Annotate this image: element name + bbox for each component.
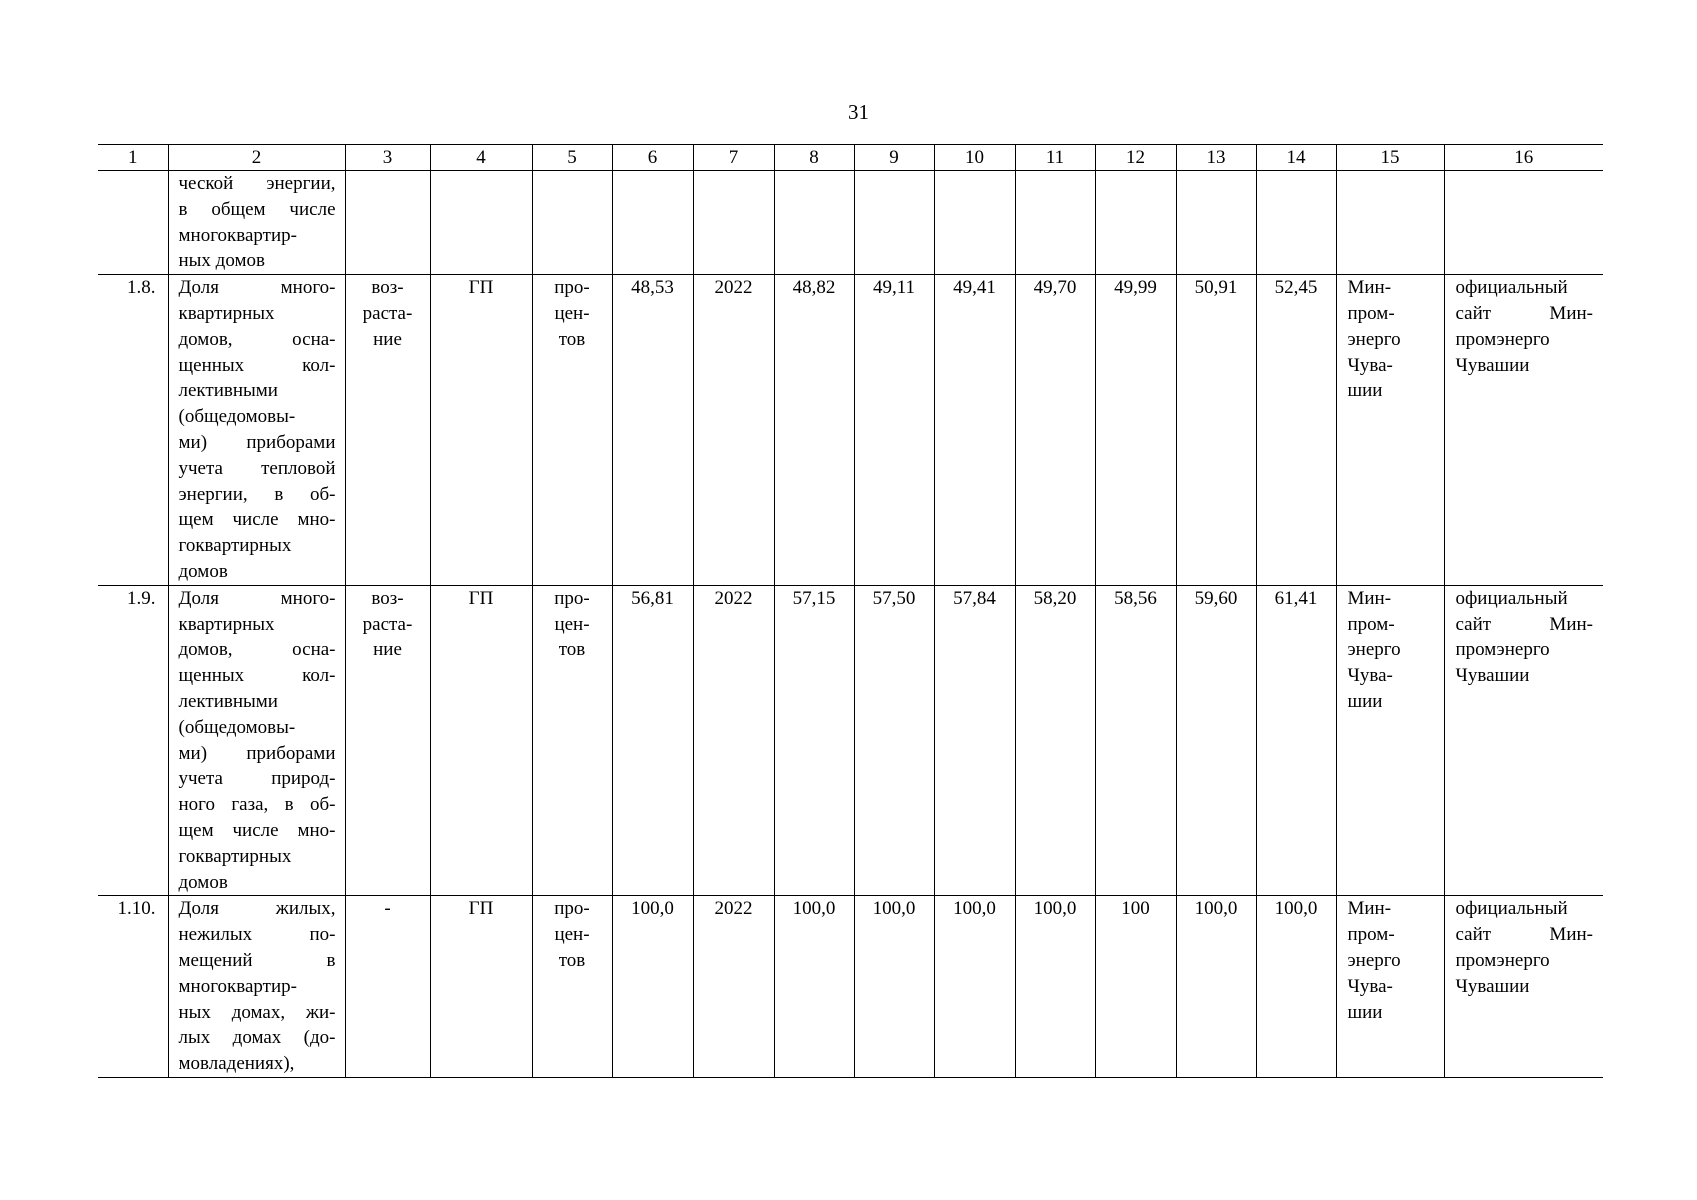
header-cell: 2 [168,145,345,171]
target-value [1256,171,1336,275]
indicator-name [168,896,345,1078]
row-number [98,171,168,275]
program: ГП [430,896,532,1078]
indicator-line: домов [178,871,228,893]
org-line: пром- [1347,613,1395,635]
target-value: 100,0 [1256,896,1336,1078]
target-value: 59,60 [1176,585,1256,896]
indicator-line: ми) приборами [178,431,336,453]
header-cell: 3 [345,145,430,171]
indicator-line: щем числе мно- [178,509,336,531]
org-line: шии [1347,690,1383,712]
target-value: 49,70 [1015,275,1095,586]
indicator-line: нежилых по- [178,924,336,946]
data-source [1444,896,1603,1078]
indicator-line: в общем числе [178,198,336,220]
indicator-line: лективными [178,690,278,712]
org-line: Чува- [1347,665,1393,687]
base-year [693,171,774,275]
indicator-line: мещений в [178,949,336,971]
indicator-line: лых домах (до- [178,1027,336,1049]
indicator-line: домов, осна- [178,639,336,661]
indicator-line: Доля много- [178,277,336,299]
target-value: 58,56 [1095,585,1176,896]
source-line: Чувашии [1455,665,1530,687]
indicator-line: Доля много- [178,587,336,609]
table-row [98,896,1603,1078]
program: ГП [430,585,532,896]
unit [532,896,612,1078]
base-year: 2022 [693,275,774,586]
indicator-line: домов, осна- [178,328,336,350]
trend [345,585,430,896]
program: ГП [430,275,532,586]
org-line: шии [1347,1001,1383,1023]
target-value: 100 [1095,896,1176,1078]
trend [345,171,430,275]
source-line: Чувашии [1455,975,1530,997]
target-value: 61,41 [1256,585,1336,896]
unit [532,275,612,586]
page-number: 31 [848,100,869,124]
unit-line: тов [558,328,586,350]
trend-line: воз- [371,587,404,609]
indicator-line: ных домах, жи- [178,1001,336,1023]
org-line: Чува- [1347,975,1393,997]
org-line: Мин- [1347,898,1392,920]
target-value: 52,45 [1256,275,1336,586]
indicator-line: щенных кол- [178,665,336,687]
indicator-name [168,275,345,586]
row-number: 1.8. [98,275,168,586]
target-value: 49,99 [1095,275,1176,586]
org-line: энерго [1347,328,1401,350]
org-line: пром- [1347,924,1395,946]
indicator-line: учета тепловой [178,457,336,479]
indicator-line: щем числе мно- [178,819,336,841]
trend-line: воз- [371,277,404,299]
target-value: 57,50 [854,585,934,896]
indicator-line: Доля жилых, [178,898,336,920]
source-line: сайт Мин- [1455,613,1593,635]
indicator-line: щенных кол- [178,354,336,376]
indicator-line: ческой энергии, [178,173,336,194]
unit-line: про- [554,898,590,920]
unit [532,585,612,896]
indicator-line: многоквартир- [178,224,297,246]
org-line: пром- [1347,302,1395,324]
org-line: Мин- [1347,587,1392,609]
unit-line: тов [558,949,586,971]
source-line: Чувашии [1455,354,1530,376]
trend-line: раста- [362,302,413,324]
indicator-line: ного газа, в об- [178,794,336,816]
target-value: 100,0 [934,896,1015,1078]
indicator-line: ных домов [178,250,265,272]
unit-line: цен- [554,302,590,324]
base-year: 2022 [693,896,774,1078]
header-cell: 16 [1444,145,1603,171]
indicator-line: гоквартирных [178,845,292,867]
data-source [1444,171,1603,275]
trend-line: - [384,898,391,920]
responsible-org [1336,275,1444,586]
source-line: официальный [1455,898,1568,920]
target-value: 49,41 [934,275,1015,586]
trend-line: ние [373,328,402,350]
unit-line: про- [554,587,590,609]
program [430,171,532,275]
source-line: сайт Мин- [1455,924,1593,946]
indicator-line: квартирных [178,302,275,324]
unit [532,171,612,275]
header-cell: 14 [1256,145,1336,171]
indicator-line: учета природ- [178,768,336,790]
indicator-name [168,585,345,896]
row-number: 1.10. [98,896,168,1078]
org-line: Чува- [1347,354,1393,376]
header-cell: 8 [774,145,854,171]
target-value [1015,171,1095,275]
target-value: 48,82 [774,275,854,586]
trend-line: раста- [362,613,413,635]
trend [345,896,430,1078]
target-value: 100,0 [1015,896,1095,1078]
target-value: 58,20 [1015,585,1095,896]
header-cell: 9 [854,145,934,171]
source-line: официальный [1455,277,1568,299]
base-value [612,171,693,275]
target-value [1176,171,1256,275]
source-line: официальный [1455,587,1568,609]
table-row [98,171,1603,275]
header-cell: 15 [1336,145,1444,171]
indicator-line: гоквартирных [178,535,292,557]
indicator-line: энергии, в об- [178,483,336,505]
header-cell: 1 [98,145,168,171]
table-header-row [98,145,1603,171]
indicator-line: (общедомовы- [178,716,296,738]
target-value: 50,91 [1176,275,1256,586]
target-value: 49,11 [854,275,934,586]
indicator-line: (общедомовы- [178,406,296,428]
target-value: 57,15 [774,585,854,896]
indicator-line: мовладениях), [178,1053,295,1075]
target-value: 100,0 [1176,896,1256,1078]
unit-line: про- [554,277,590,299]
header-cell: 10 [934,145,1015,171]
header-cell: 6 [612,145,693,171]
row-number: 1.9. [98,585,168,896]
indicator-line: многоквартир- [178,975,297,997]
base-value: 48,53 [612,275,693,586]
header-cell: 13 [1176,145,1256,171]
table-row [98,275,1603,586]
unit-line: цен- [554,613,590,635]
data-source [1444,585,1603,896]
source-line: промэнерго [1455,639,1550,661]
source-line: промэнерго [1455,949,1550,971]
unit-line: цен- [554,924,590,946]
indicator-line: домов [178,560,228,582]
target-value: 57,84 [934,585,1015,896]
target-value [934,171,1015,275]
responsible-org [1336,585,1444,896]
source-line: промэнерго [1455,328,1550,350]
target-value [774,171,854,275]
org-line: энерго [1347,949,1401,971]
target-value: 100,0 [774,896,854,1078]
data-source [1444,275,1603,586]
trend [345,275,430,586]
unit-line: тов [558,639,586,661]
base-year: 2022 [693,585,774,896]
org-line: Мин- [1347,277,1392,299]
org-line: шии [1347,380,1383,402]
indicator-line: квартирных [178,613,275,635]
target-value: 100,0 [854,896,934,1078]
source-line: сайт Мин- [1455,302,1593,324]
target-value [1095,171,1176,275]
indicators-table [98,144,1603,1078]
table-row [98,585,1603,896]
org-line: энерго [1347,639,1401,661]
base-value: 56,81 [612,585,693,896]
base-value: 100,0 [612,896,693,1078]
header-cell: 4 [430,145,532,171]
trend-line: ние [373,639,402,661]
indicator-line: лективными [178,380,278,402]
header-cell: 7 [693,145,774,171]
responsible-org [1336,171,1444,275]
indicator-name [168,171,345,275]
indicator-line: ми) приборами [178,742,336,764]
responsible-org [1336,896,1444,1078]
header-cell: 12 [1095,145,1176,171]
header-cell: 11 [1015,145,1095,171]
header-cell: 5 [532,145,612,171]
target-value [854,171,934,275]
